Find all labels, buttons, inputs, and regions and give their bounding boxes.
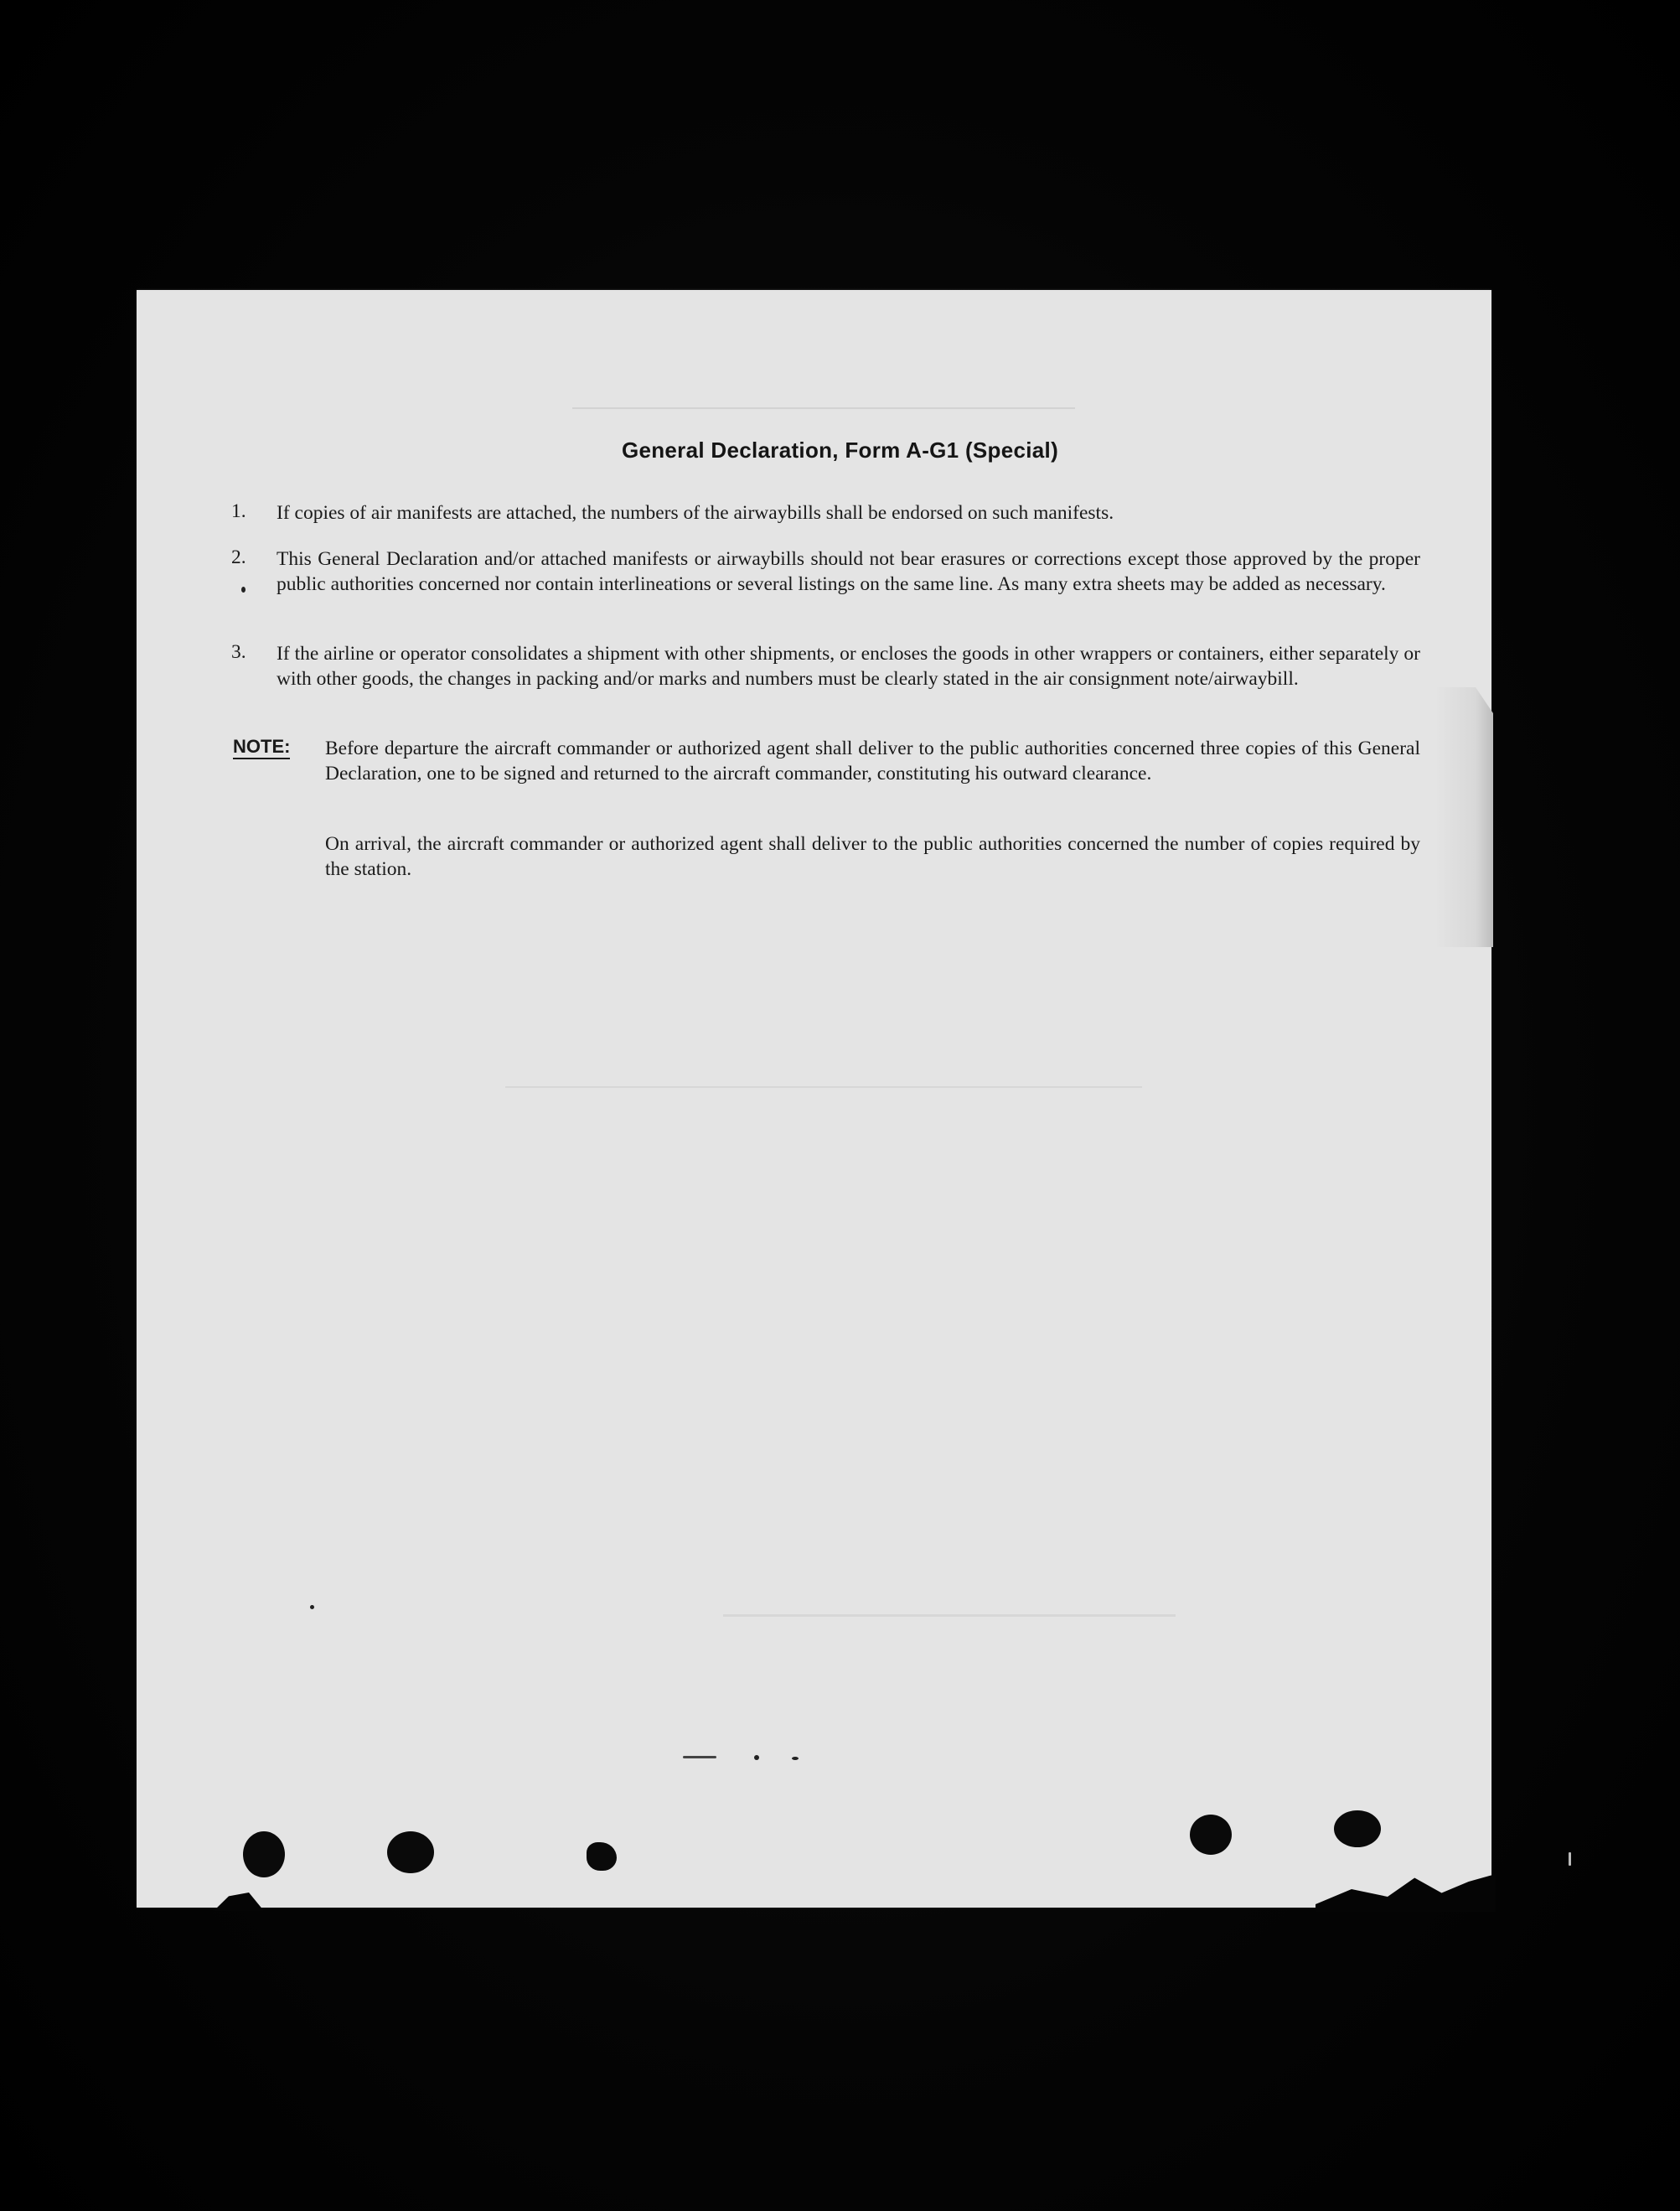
scan-speck: [310, 1605, 314, 1609]
page-fold-edge: [1434, 687, 1493, 947]
punch-hole: [1334, 1810, 1381, 1847]
punch-hole: [587, 1842, 617, 1871]
bleed-through-mark: [723, 1614, 1176, 1617]
bleed-through-mark: [572, 407, 1075, 409]
note-paragraph: Before departure the aircraft commander or authorized agent shall deliver to the public authorities concerned three copies of this General Declaration, one to be signed and returned to the aircraft commander, constituting his outward clearance.: [325, 738, 1420, 784]
item-text: If the airline or operator consolidates a shipment with other shipments, or encloses the goods in other wrappers or containers, either separately or with other goods, the changes in packing and/or marks and numbers must be clearly stated in the air consignment note/airwaybill.: [277, 643, 1420, 690]
document-page: [137, 290, 1491, 1908]
punch-hole: [243, 1831, 285, 1877]
note-paragraph: On arrival, the aircraft commander or authorized agent shall deliver to the public authorities concerned the number of copies required by the station.: [325, 833, 1420, 880]
page-title: General Declaration, Form A-G1 (Special): [621, 438, 1059, 463]
scan-speck: [792, 1757, 799, 1760]
punch-hole: [1190, 1815, 1232, 1855]
punch-hole: [387, 1831, 434, 1873]
note-label: NOTE:: [233, 736, 290, 759]
scan-speck: [754, 1755, 759, 1760]
item-number: 1.: [231, 500, 246, 522]
item-number: 2.: [231, 546, 246, 568]
item-text: This General Declaration and/or attached manifests or airwaybills should not bear erasures or corrections except those approved by the proper public authorities concerned nor contain interlineations or several listings on the same line. As many extra sheets may be added as necessary.: [277, 548, 1420, 595]
item-number: 3.: [231, 641, 246, 663]
scan-speck: [1569, 1852, 1571, 1866]
scan-speck: [683, 1756, 716, 1758]
item-text: If copies of air manifests are attached, the numbers of the airwaybills shall be endorsed on such manifests.: [277, 502, 1114, 524]
bleed-through-mark: [505, 1086, 1142, 1088]
scan-speck: [241, 587, 246, 593]
